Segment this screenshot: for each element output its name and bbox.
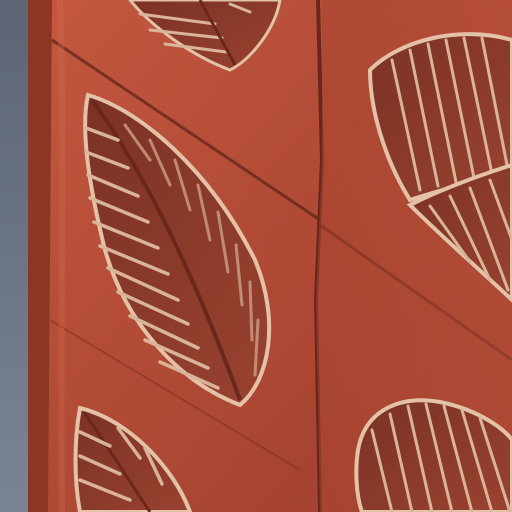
wood-highlight xyxy=(60,0,62,512)
wood-left-edge xyxy=(28,0,52,512)
